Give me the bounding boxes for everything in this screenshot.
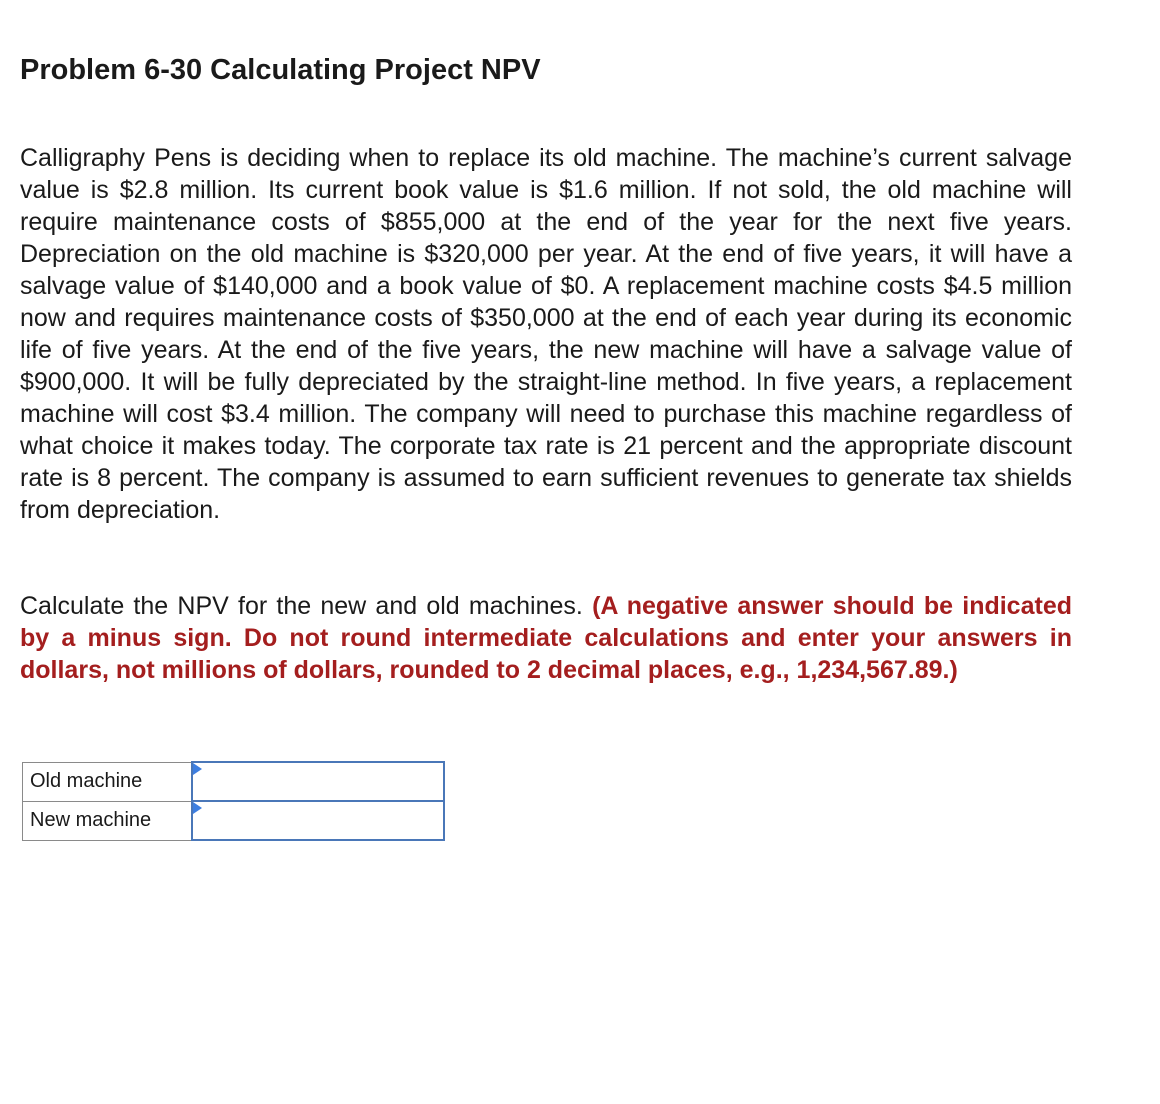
problem-description: Calligraphy Pens is deciding when to replace its old machine. The machine’s current salvage value is $2.8 million. Its current book value is $1.6 million. If not sold, the old machine will require maintenance costs of $855,000 at the end of the year for the next five years. Depreciation on the old machine is $320,000 per year. At the end of five years, it will have a salvage value of $140,000 and a book value of $0. A replacement machine costs $4.5 million now and requires maintenance costs of $350,000 at the end of each year during its economic life of five years. At the end of the five years, the new machine will have a salvage value of $900,000. It will be fully depreciated by the straight-line method. In five years, a replacement machine will cost $3.4 million. The company will need to purchase this machine regardless of what choice it makes today. The corporate tax rate is 21 percent and the appropriate discount rate is 8 percent. The company is assumed to earn sufficient revenues to generate tax shields from depreciation. (20, 144, 1072, 524)
new-machine-cell (192, 801, 444, 840)
new-machine-npv-input[interactable] (193, 804, 443, 837)
problem-title: Problem 6-30 Calculating Project NPV (20, 54, 541, 86)
answer-row-new-machine (23, 801, 445, 840)
instruction-prompt: Calculate the NPV for the new and old machines. (20, 592, 593, 620)
answer-row-old-machine (23, 762, 445, 801)
instruction-emphasis: (A negative answer should be indicated by a minus sign. Do not round intermediate calculations and enter your answers in dollars, not millions of dollars, rounded to 2 decimal places, e.g., 1,234,567.89.) (20, 592, 1072, 684)
cell-marker-icon (193, 802, 202, 814)
instruction-text (20, 590, 1072, 686)
new-machine-label: New machine (23, 801, 193, 840)
old-machine-label: Old machine (23, 762, 193, 801)
answer-table (22, 761, 445, 841)
old-machine-npv-input[interactable] (193, 765, 443, 798)
cell-marker-icon (193, 763, 202, 775)
old-machine-cell (192, 762, 444, 801)
